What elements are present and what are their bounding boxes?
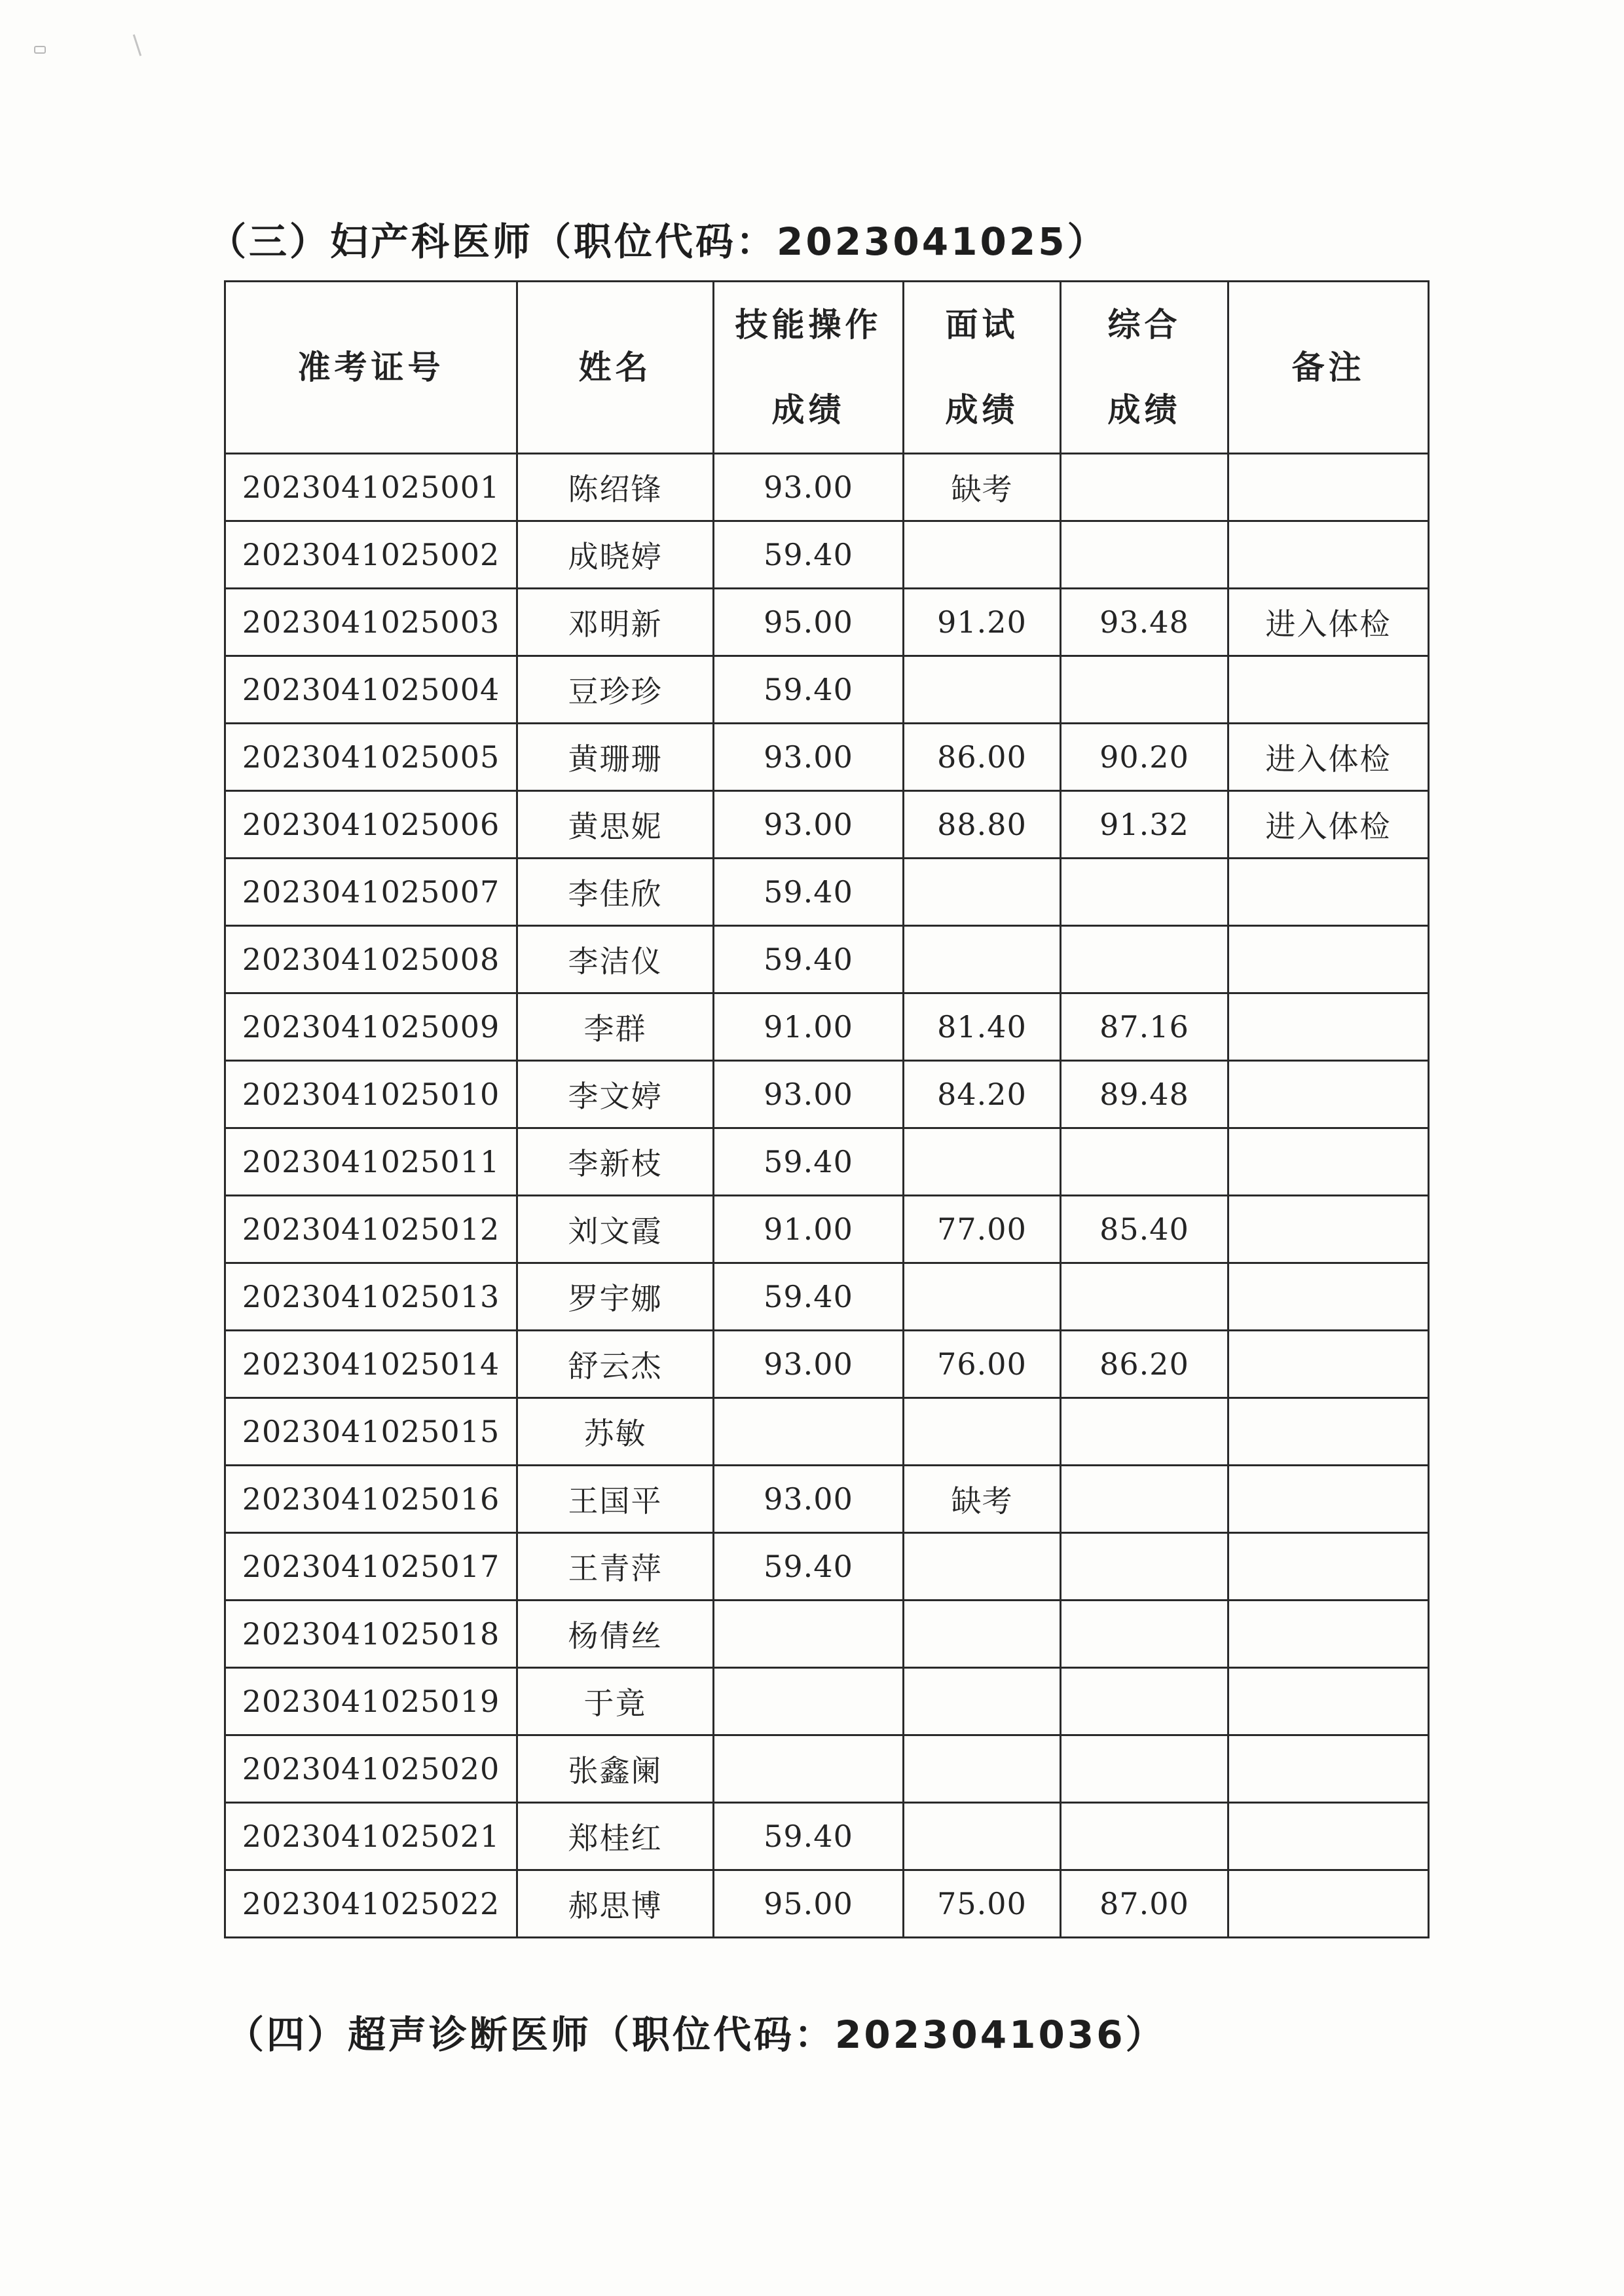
cell-total-score [1061,1533,1228,1601]
cell-exam-id: 2023041025001 [225,454,517,521]
cell-remark [1228,1331,1429,1398]
cell-interview-score [904,1533,1061,1601]
table-row [225,1601,1429,1668]
table-row [225,1735,1429,1803]
cell-total-score [1061,926,1228,993]
cell-skill-score: 93.00 [714,724,904,791]
cell-remark [1228,1061,1429,1128]
cell-remark [1228,1601,1429,1668]
cell-exam-id: 2023041025018 [225,1601,517,1668]
cell-interview-score [904,1128,1061,1196]
table-body [225,454,1429,1938]
table-row [225,454,1429,521]
cell-exam-id: 2023041025016 [225,1466,517,1533]
cell-name: 黄珊珊 [517,724,714,791]
cell-total-score [1061,521,1228,589]
cell-name: 李洁仪 [517,926,714,993]
cell-remark [1228,656,1429,724]
cell-interview-score [904,1601,1061,1668]
cell-total-score: 87.00 [1061,1870,1228,1938]
cell-interview-score [904,1735,1061,1803]
cell-interview-score [904,926,1061,993]
cell-total-score: 89.48 [1061,1061,1228,1128]
cell-name: 舒云杰 [517,1331,714,1398]
table-header-row [225,282,1429,454]
cell-total-score: 91.32 [1061,791,1228,859]
table-row [225,1668,1429,1735]
cell-interview-score: 86.00 [904,724,1061,791]
table-row [225,791,1429,859]
score-table [224,280,1430,1938]
cell-name: 李群 [517,993,714,1061]
cell-total-score [1061,1668,1228,1735]
cell-name: 杨倩丝 [517,1601,714,1668]
cell-skill-score: 93.00 [714,791,904,859]
cell-skill-score: 59.40 [714,1263,904,1331]
cell-name: 李文婷 [517,1061,714,1128]
table-row [225,859,1429,926]
cell-interview-score: 缺考 [904,1466,1061,1533]
header-name: 姓名 [517,282,714,454]
table-row [225,589,1429,656]
cell-exam-id: 2023041025014 [225,1331,517,1398]
cell-exam-id: 2023041025013 [225,1263,517,1331]
cell-total-score [1061,1735,1228,1803]
cell-skill-score: 95.00 [714,1870,904,1938]
scan-speck [34,46,46,54]
cell-exam-id: 2023041025017 [225,1533,517,1601]
cell-remark [1228,1668,1429,1735]
table-row [225,993,1429,1061]
cell-interview-score [904,859,1061,926]
cell-skill-score: 93.00 [714,1331,904,1398]
cell-skill-score [714,1398,904,1466]
cell-name: 苏敏 [517,1398,714,1466]
table-row [225,1331,1429,1398]
table-row [225,1466,1429,1533]
cell-name: 陈绍锋 [517,454,714,521]
cell-interview-score [904,1398,1061,1466]
cell-exam-id: 2023041025022 [225,1870,517,1938]
table-row [225,1398,1429,1466]
cell-exam-id: 2023041025006 [225,791,517,859]
cell-interview-score: 84.20 [904,1061,1061,1128]
cell-name: 黄思妮 [517,791,714,859]
cell-skill-score: 59.40 [714,1533,904,1601]
cell-interview-score: 75.00 [904,1870,1061,1938]
cell-name: 李佳欣 [517,859,714,926]
cell-interview-score: 77.00 [904,1196,1061,1263]
cell-skill-score: 91.00 [714,993,904,1061]
cell-exam-id: 2023041025003 [225,589,517,656]
cell-interview-score [904,521,1061,589]
cell-remark [1228,1128,1429,1196]
cell-total-score: 85.40 [1061,1196,1228,1263]
cell-total-score [1061,1263,1228,1331]
cell-interview-score: 81.40 [904,993,1061,1061]
cell-name: 邓明新 [517,589,714,656]
scan-streak [133,34,141,56]
table-row [225,1533,1429,1601]
cell-total-score [1061,1601,1228,1668]
table-row [225,926,1429,993]
cell-skill-score: 59.40 [714,859,904,926]
cell-name: 豆珍珍 [517,656,714,724]
cell-total-score [1061,1466,1228,1533]
cell-remark [1228,454,1429,521]
table-row [225,656,1429,724]
cell-skill-score: 93.00 [714,1466,904,1533]
cell-skill-score: 59.40 [714,926,904,993]
section-title-obgyn: （三）妇产科医师（职位代码：2023041025） [208,219,1108,264]
cell-total-score [1061,1398,1228,1466]
cell-remark [1228,521,1429,589]
cell-skill-score [714,1668,904,1735]
cell-exam-id: 2023041025002 [225,521,517,589]
cell-name: 郑桂红 [517,1803,714,1870]
cell-total-score: 93.48 [1061,589,1228,656]
cell-exam-id: 2023041025005 [225,724,517,791]
cell-exam-id: 2023041025008 [225,926,517,993]
cell-total-score [1061,454,1228,521]
cell-remark [1228,1196,1429,1263]
cell-remark [1228,1803,1429,1870]
cell-remark: 进入体检 [1228,724,1429,791]
cell-total-score: 86.20 [1061,1331,1228,1398]
cell-exam-id: 2023041025010 [225,1061,517,1128]
cell-skill-score: 59.40 [714,1803,904,1870]
table-row [225,1196,1429,1263]
cell-interview-score [904,1803,1061,1870]
cell-interview-score [904,656,1061,724]
cell-interview-score [904,1263,1061,1331]
cell-name: 于竟 [517,1668,714,1735]
cell-skill-score: 59.40 [714,521,904,589]
cell-remark [1228,1735,1429,1803]
table-row [225,724,1429,791]
header-remark: 备注 [1228,282,1429,454]
cell-total-score [1061,656,1228,724]
cell-name: 王国平 [517,1466,714,1533]
cell-remark: 进入体检 [1228,589,1429,656]
cell-remark [1228,1466,1429,1533]
cell-total-score: 90.20 [1061,724,1228,791]
header-total-score: 综合 成绩 [1061,282,1228,454]
cell-skill-score: 93.00 [714,1061,904,1128]
cell-exam-id: 2023041025015 [225,1398,517,1466]
cell-skill-score: 59.40 [714,1128,904,1196]
cell-interview-score [904,1668,1061,1735]
cell-remark [1228,1398,1429,1466]
cell-interview-score: 91.20 [904,589,1061,656]
cell-skill-score: 95.00 [714,589,904,656]
cell-total-score: 87.16 [1061,993,1228,1061]
cell-interview-score: 88.80 [904,791,1061,859]
cell-exam-id: 2023041025011 [225,1128,517,1196]
cell-remark [1228,1263,1429,1331]
cell-remark: 进入体检 [1228,791,1429,859]
cell-remark [1228,859,1429,926]
cell-skill-score: 93.00 [714,454,904,521]
cell-skill-score: 59.40 [714,656,904,724]
table-row [225,1128,1429,1196]
cell-name: 郝思博 [517,1870,714,1938]
cell-remark [1228,926,1429,993]
cell-name: 李新枝 [517,1128,714,1196]
cell-skill-score [714,1601,904,1668]
cell-exam-id: 2023041025007 [225,859,517,926]
cell-interview-score: 缺考 [904,454,1061,521]
cell-interview-score: 76.00 [904,1331,1061,1398]
header-skill-score: 技能操作 成绩 [714,282,904,454]
cell-skill-score [714,1735,904,1803]
cell-skill-score: 91.00 [714,1196,904,1263]
cell-name: 罗宇娜 [517,1263,714,1331]
table-row [225,1263,1429,1331]
header-exam-id: 准考证号 [225,282,517,454]
table-row [225,521,1429,589]
cell-total-score [1061,1128,1228,1196]
cell-remark [1228,1533,1429,1601]
header-interview-score: 面试 成绩 [904,282,1061,454]
cell-exam-id: 2023041025019 [225,1668,517,1735]
cell-name: 刘文霞 [517,1196,714,1263]
cell-name: 成晓婷 [517,521,714,589]
cell-exam-id: 2023041025012 [225,1196,517,1263]
table-row [225,1803,1429,1870]
table-row [225,1870,1429,1938]
cell-total-score [1061,859,1228,926]
cell-remark [1228,993,1429,1061]
cell-name: 王青萍 [517,1533,714,1601]
cell-total-score [1061,1803,1228,1870]
cell-remark [1228,1870,1429,1938]
table-row [225,1061,1429,1128]
cell-exam-id: 2023041025020 [225,1735,517,1803]
cell-name: 张鑫阑 [517,1735,714,1803]
cell-exam-id: 2023041025021 [225,1803,517,1870]
cell-exam-id: 2023041025004 [225,656,517,724]
cell-exam-id: 2023041025009 [225,993,517,1061]
section-title-ultrasound: （四）超声诊断医师（职位代码：2023041036） [226,2012,1166,2057]
